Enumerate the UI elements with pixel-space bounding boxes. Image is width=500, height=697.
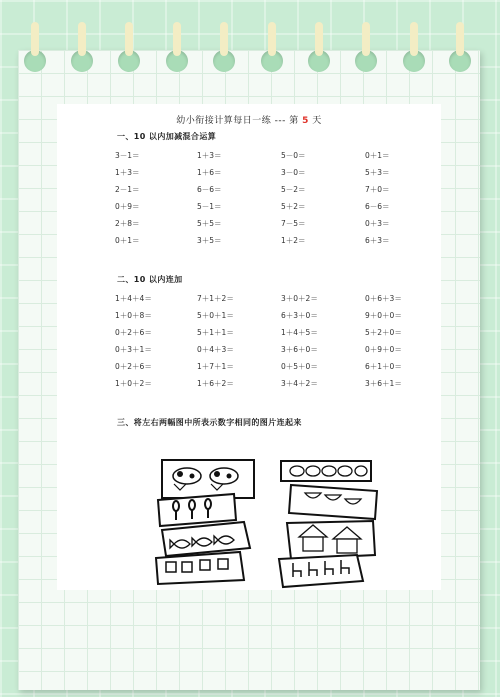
- math-problem: 5＋5＝: [197, 219, 222, 228]
- problem-row: [115, 361, 445, 373]
- binder-ring: [449, 22, 471, 70]
- math-problem: 7－5＝: [281, 219, 306, 228]
- math-problem: 3＋6＋0＝: [281, 345, 318, 354]
- worksheet: [57, 104, 441, 590]
- card-squares: [156, 552, 244, 584]
- math-problem: 2＋8＝: [115, 219, 140, 228]
- math-problem: 5－2＝: [281, 185, 306, 194]
- worksheet-title: [57, 113, 441, 126]
- card-spoons: [158, 494, 236, 526]
- math-problem: 6＋1＋0＝: [365, 362, 402, 371]
- section-2-heading: 二、10 以内连加: [117, 275, 183, 284]
- right-picture-group: [277, 459, 392, 589]
- math-problem: 7＋1＋2＝: [197, 294, 234, 303]
- math-problem: 3＋6＋1＝: [365, 379, 402, 388]
- math-problem: 1＋4＋4＝: [115, 294, 152, 303]
- math-problem: 5＋1＋1＝: [197, 328, 234, 337]
- card-dogs: [162, 460, 254, 498]
- card-fish: [162, 522, 250, 556]
- binder-ring: [403, 22, 425, 70]
- problem-row: [115, 327, 445, 339]
- problem-row: [115, 235, 445, 247]
- math-problem: 0＋5＋0＝: [281, 362, 318, 371]
- problem-row: [115, 167, 445, 179]
- math-problem: 7＋0＝: [365, 185, 390, 194]
- math-problem: 0＋9＋0＝: [365, 345, 402, 354]
- problem-row: [115, 150, 445, 162]
- math-problem: 0＋4＋3＝: [197, 345, 234, 354]
- card-chairs: [279, 555, 363, 587]
- math-problem: 3－1＝: [115, 151, 140, 160]
- math-problem: 0＋2＋6＝: [115, 328, 152, 337]
- problem-row: [115, 344, 445, 356]
- title-suffix: 天: [312, 116, 322, 126]
- math-problem: 2－1＝: [115, 185, 140, 194]
- math-problem: 0＋6＋3＝: [365, 294, 402, 303]
- math-problem: 1＋3＝: [197, 151, 222, 160]
- math-problem: 5－0＝: [281, 151, 306, 160]
- card-circles: [281, 461, 371, 481]
- math-problem: 0＋3＝: [365, 219, 390, 228]
- problem-row: [115, 378, 445, 390]
- math-problem: 3＋0＋2＝: [281, 294, 318, 303]
- binder-ring: [261, 22, 283, 70]
- problem-row: [115, 310, 445, 322]
- math-problem: 0＋9＝: [115, 202, 140, 211]
- math-problem: 1＋6＝: [197, 168, 222, 177]
- problem-row: [115, 201, 445, 213]
- math-problem: 0＋2＋6＝: [115, 362, 152, 371]
- math-problem: 1＋6＋2＝: [197, 379, 234, 388]
- math-problem: 5＋3＝: [365, 168, 390, 177]
- math-problem: 3＋5＝: [197, 236, 222, 245]
- math-problem: 1＋2＝: [281, 236, 306, 245]
- math-problem: 1＋7＋1＝: [197, 362, 234, 371]
- problem-row: [115, 184, 445, 196]
- binder-ring: [213, 22, 235, 70]
- math-problem: 0＋1＝: [115, 236, 140, 245]
- problem-row: [115, 218, 445, 230]
- math-problem: 5－1＝: [197, 202, 222, 211]
- math-problem: 1＋0＋2＝: [115, 379, 152, 388]
- binder-ring: [308, 22, 330, 70]
- binder-ring: [71, 22, 93, 70]
- math-problem: 0＋3＋1＝: [115, 345, 152, 354]
- binder-ring: [355, 22, 377, 70]
- section-3-heading: 三、将左右两幅图中所表示数字相同的图片连起来: [117, 418, 302, 427]
- math-problem: 5＋2＝: [281, 202, 306, 211]
- math-problem: 5＋0＋1＝: [197, 311, 234, 320]
- problem-row: [115, 293, 445, 305]
- math-problem: 9＋0＋0＝: [365, 311, 402, 320]
- binder-ring: [166, 22, 188, 70]
- card-houses: [287, 521, 375, 559]
- math-problem: 6－6＝: [197, 185, 222, 194]
- binder-ring: [24, 22, 46, 70]
- section-1-heading: 一、10 以内加减混合运算: [117, 132, 217, 141]
- math-problem: 6＋3＋0＝: [281, 311, 318, 320]
- math-problem: 3－0＝: [281, 168, 306, 177]
- day-number: 5: [302, 116, 309, 126]
- math-problem: 1＋4＋5＝: [281, 328, 318, 337]
- binder-ring: [118, 22, 140, 70]
- title-text: 幼小衔接计算每日一练 --- 第: [176, 116, 299, 126]
- card-bowls: [289, 485, 377, 519]
- math-problem: 6＋3＝: [365, 236, 390, 245]
- math-problem: 5＋2＋0＝: [365, 328, 402, 337]
- math-problem: 1＋0＋8＝: [115, 311, 152, 320]
- math-problem: 1＋3＝: [115, 168, 140, 177]
- math-problem: 6－6＝: [365, 202, 390, 211]
- math-problem: 0＋1＝: [365, 151, 390, 160]
- math-problem: 3＋4＋2＝: [281, 379, 318, 388]
